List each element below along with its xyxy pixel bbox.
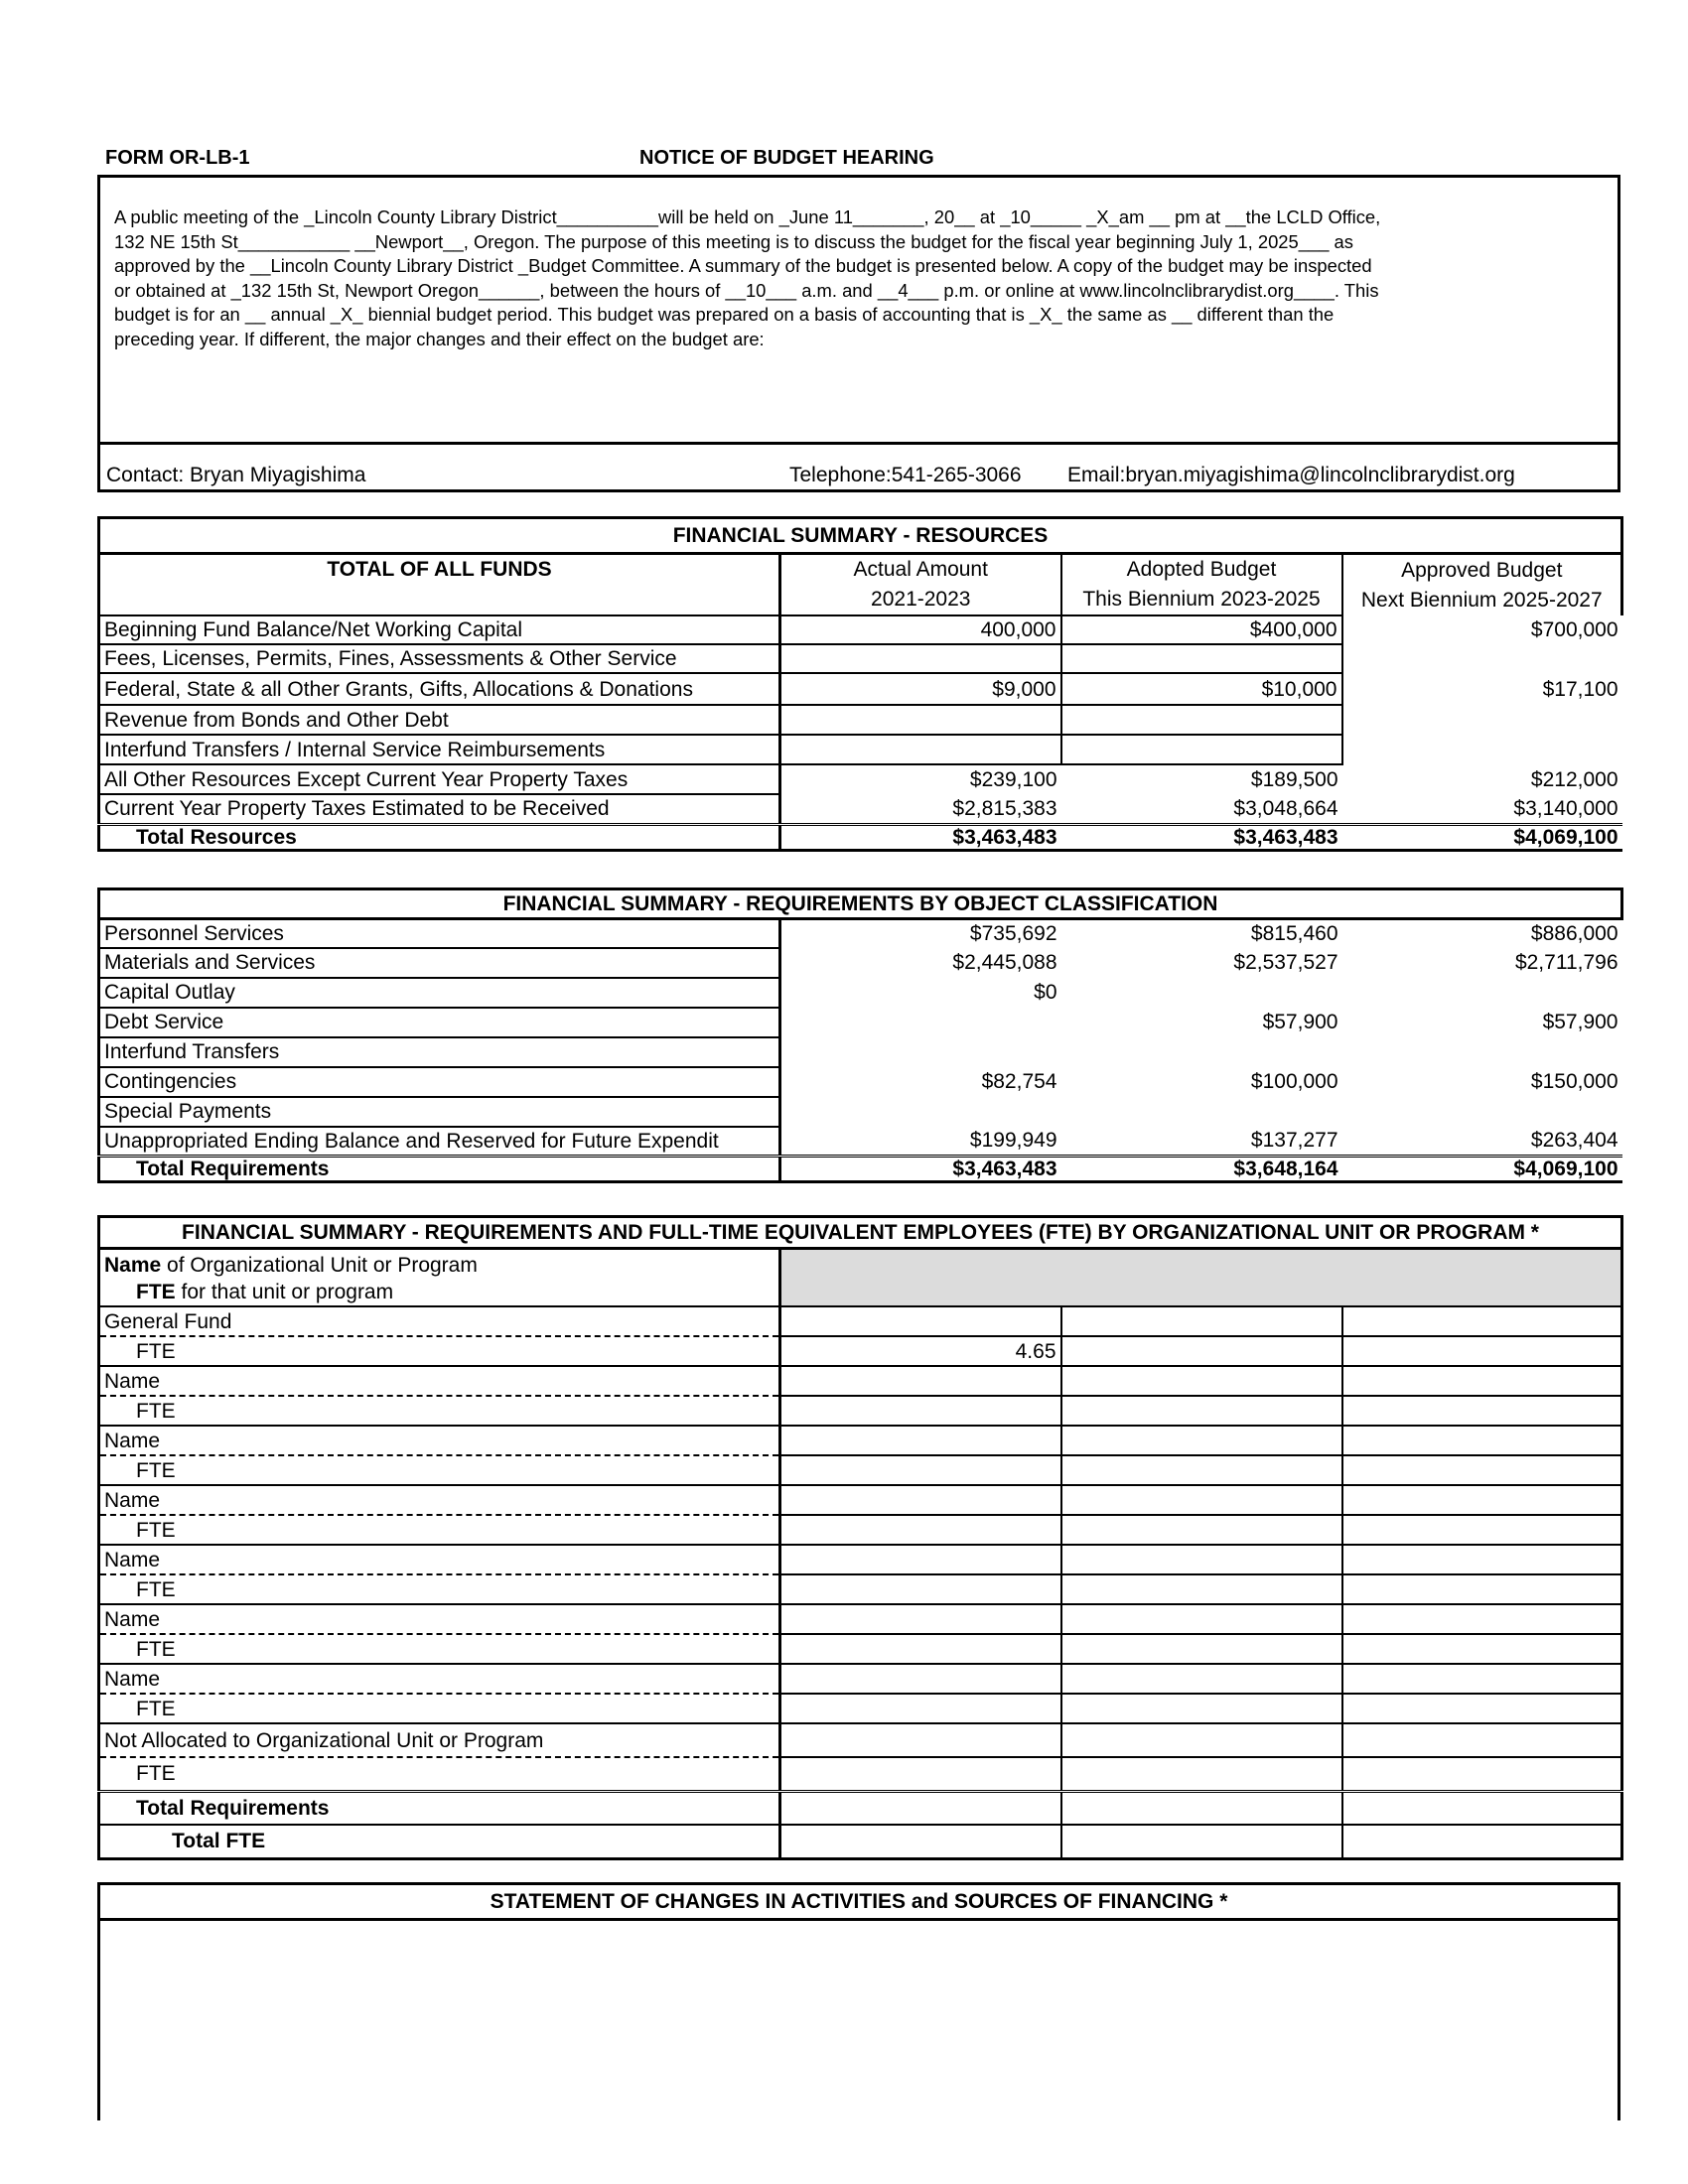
unit-header-line1: [104, 1252, 774, 1279]
table-row: [99, 615, 1622, 644]
notice-line: approved by the __Lincoln County Library District _Budget Committee. A summary of the budget is presented below. A copy of the budget may be inspected: [114, 255, 1372, 276]
table-row: [99, 794, 1622, 824]
unit-name-row: [99, 1306, 1622, 1336]
unit-fte-row: [99, 1694, 1622, 1723]
unit-name-row: [99, 1664, 1622, 1694]
fte-rest: for that unit or program: [175, 1281, 394, 1303]
unit-fte-value: [1342, 1694, 1622, 1723]
table-row: [99, 978, 1622, 1008]
row-adopted: $100,000: [1250, 1070, 1338, 1093]
unit-fte-label: FTE: [99, 1694, 780, 1723]
resources-col-label: TOTAL OF ALL FUNDS: [99, 554, 780, 616]
unit-value: [1342, 1485, 1622, 1515]
page-title: NOTICE OF BUDGET HEARING: [639, 147, 934, 169]
fte-total-row: [99, 1825, 1622, 1858]
row-label: Debt Service: [99, 1008, 780, 1037]
contact-name: Contact: Bryan Miyagishima: [106, 464, 366, 486]
statement-box: [97, 1882, 1620, 2120]
unit-value: [1061, 1604, 1342, 1634]
table-row: [99, 764, 1622, 794]
row-approved: $3,140,000: [1513, 796, 1618, 820]
table-row: [99, 644, 1622, 673]
unit-fte-value: [1061, 1694, 1342, 1723]
row-label: Contingencies: [99, 1067, 780, 1097]
unit-value: [780, 1426, 1061, 1455]
requirements-object-table: [97, 887, 1623, 1183]
row-approved: [1342, 1097, 1622, 1127]
row-label: Personnel Services: [99, 919, 780, 948]
unit-fte-value: [1061, 1515, 1342, 1545]
unit-fte-row: [99, 1634, 1622, 1664]
row-label: All Other Resources Except Current Year Property Taxes: [99, 764, 780, 794]
table-row: [99, 735, 1622, 764]
unit-name-row: [99, 1545, 1622, 1574]
col-adopted-line1: Adopted Budget: [1126, 558, 1277, 581]
unit-fte-value: [1342, 1757, 1622, 1791]
unit-fte-value: [1061, 1757, 1342, 1791]
col-actual-line1: Actual Amount: [853, 558, 988, 581]
unit-fte-actual: 4.65: [780, 1336, 1061, 1366]
row-actual: [780, 1097, 1061, 1127]
unit-value: [1342, 1306, 1622, 1336]
unit-value: [1061, 1485, 1342, 1515]
unit-value: [1342, 1366, 1622, 1396]
table-row: [99, 1127, 1622, 1157]
unit-fte-value: [1061, 1336, 1342, 1366]
row-approved: $57,900: [1542, 1011, 1618, 1033]
row-adopted: $57,900: [1262, 1011, 1338, 1033]
form-id: FORM OR-LB-1: [105, 147, 250, 169]
not-allocated-fte-label: FTE: [99, 1757, 780, 1791]
row-approved: [1342, 705, 1622, 735]
row-label: Beginning Fund Balance/Net Working Capital: [99, 615, 780, 644]
unit-header-line2: [104, 1279, 774, 1305]
row-label: Interfund Transfers: [99, 1037, 780, 1067]
unit-name: Name: [99, 1366, 780, 1396]
row-label: Materials and Services: [99, 948, 780, 978]
row-label: Interfund Transfers / Internal Service Reimbursements: [99, 735, 780, 764]
unit-fte-value: [1061, 1574, 1342, 1604]
row-approved: $212,000: [1530, 767, 1618, 791]
unit-name: Name: [99, 1426, 780, 1455]
row-adopted: $189,500: [1250, 768, 1338, 791]
unit-value: [780, 1306, 1061, 1336]
row-approved: $263,404: [1530, 1129, 1618, 1153]
col-actual-line2: 2021-2023: [871, 588, 971, 611]
unit-value: [1342, 1664, 1622, 1694]
row-approved: [1342, 1037, 1622, 1067]
unit-value: [1061, 1664, 1342, 1694]
row-actual: $2,815,383: [952, 796, 1057, 820]
total-actual: $3,463,483: [780, 1157, 1061, 1182]
row-label: Special Payments: [99, 1097, 780, 1127]
unit-name: Name: [99, 1545, 780, 1574]
requirements-fte-table: [97, 1215, 1623, 1860]
table-row: [99, 919, 1622, 948]
grey-header-band: [780, 1249, 1622, 1307]
total-label: Total Requirements: [99, 1157, 780, 1182]
total-approved: $4,069,100: [1342, 1157, 1622, 1182]
requirements-object-title: FINANCIAL SUMMARY - REQUIREMENTS BY OBJECT CLASSIFICATION: [99, 889, 1622, 919]
unit-fte-label: FTE: [99, 1396, 780, 1426]
row-actual: $735,692: [969, 922, 1057, 946]
resources-table: [97, 516, 1623, 852]
unit-fte-value: [1342, 1396, 1622, 1426]
unit-value: [1342, 1545, 1622, 1574]
not-allocated-fte-row: [99, 1757, 1622, 1791]
not-allocated-label: Not Allocated to Organizational Unit or Program: [99, 1723, 780, 1757]
col-approved-header: [1342, 554, 1622, 616]
contact-bar: [100, 442, 1618, 492]
unit-name-row: [99, 1426, 1622, 1455]
row-adopted: [1061, 644, 1342, 673]
unit-fte-value: [780, 1757, 1061, 1791]
unit-fte-value: [1061, 1455, 1342, 1485]
total-adopted: $3,648,164: [1061, 1157, 1342, 1182]
row-actual: [780, 735, 1061, 764]
total-value: [1061, 1791, 1342, 1825]
total-approved: $4,069,100: [1342, 824, 1622, 850]
row-adopted: [1061, 1097, 1342, 1127]
unit-value: [1342, 1604, 1622, 1634]
row-approved: $700,000: [1530, 618, 1618, 641]
total-value: [1342, 1825, 1622, 1858]
unit-name-row: [99, 1366, 1622, 1396]
row-actual: [780, 644, 1061, 673]
total-actual: $3,463,483: [780, 824, 1061, 850]
total-value: [780, 1825, 1061, 1858]
unit-fte-row: [99, 1396, 1622, 1426]
table-row: [99, 948, 1622, 978]
fte-total-label: Total FTE: [99, 1825, 780, 1858]
unit-value: [1061, 1545, 1342, 1574]
row-approved: [1342, 978, 1622, 1008]
notice-line: preceding year. If different, the major changes and their effect on the budget are:: [114, 328, 765, 349]
unit-value: [1342, 1723, 1622, 1757]
unit-value: [1342, 1426, 1622, 1455]
unit-name: Name: [99, 1664, 780, 1694]
row-label: Unappropriated Ending Balance and Reserved for Future Expendit: [99, 1127, 780, 1157]
unit-fte-label: FTE: [99, 1634, 780, 1664]
unit-value: [1061, 1366, 1342, 1396]
row-label: Fees, Licenses, Permits, Fines, Assessments & Other Service: [99, 644, 780, 673]
row-label: Revenue from Bonds and Other Debt: [99, 705, 780, 735]
unit-fte-label: FTE: [99, 1336, 780, 1366]
col-adopted-line2: This Biennium 2023-2025: [1082, 588, 1321, 611]
unit-name-row: [99, 1604, 1622, 1634]
row-adopted: [1061, 735, 1342, 764]
name-bold: Name: [104, 1254, 162, 1277]
requirements-fte-title: FINANCIAL SUMMARY - REQUIREMENTS AND FULL-TIME EQUIVALENT EMPLOYEES (FTE) BY ORGANIZATIONAL UNIT OR PROGRAM *: [99, 1217, 1622, 1249]
unit-fte-value: [1342, 1336, 1622, 1366]
not-allocated-row: [99, 1723, 1622, 1757]
unit-fte-row: [99, 1336, 1622, 1366]
row-label: Current Year Property Taxes Estimated to be Received: [99, 794, 780, 824]
table-row: [99, 1097, 1622, 1127]
statement-title: STATEMENT OF CHANGES IN ACTIVITIES and SOURCES OF FINANCING *: [100, 1885, 1618, 1921]
unit-name: General Fund: [99, 1306, 780, 1336]
unit-value: [780, 1485, 1061, 1515]
table-row: [99, 1037, 1622, 1067]
row-adopted: $2,537,527: [1233, 951, 1338, 974]
name-rest: of Organizational Unit or Program: [161, 1254, 478, 1277]
unit-fte-row: [99, 1455, 1622, 1485]
total-label: Total Resources: [99, 824, 780, 850]
row-approved: $17,100: [1542, 677, 1618, 701]
unit-fte-row: [99, 1515, 1622, 1545]
row-actual: $239,100: [969, 768, 1057, 791]
unit-name: Name: [99, 1604, 780, 1634]
unit-fte-actual: [780, 1396, 1061, 1426]
notice-text: [114, 205, 1604, 351]
total-adopted: $3,463,483: [1061, 824, 1342, 850]
unit-fte-label: FTE: [99, 1455, 780, 1485]
fte-total-requirements-row: [99, 1791, 1622, 1825]
row-label: Federal, State & all Other Grants, Gifts, Allocations & Donations: [99, 673, 780, 705]
notice-box: [97, 175, 1620, 492]
row-actual: [780, 1037, 1061, 1067]
row-actual: 400,000: [780, 615, 1061, 644]
total-value: [1342, 1791, 1622, 1825]
unit-fte-actual: [780, 1515, 1061, 1545]
row-actual: [780, 705, 1061, 735]
row-adopted: $137,277: [1250, 1129, 1338, 1153]
unit-value: [1061, 1723, 1342, 1757]
unit-fte-value: [1061, 1634, 1342, 1664]
unit-fte-value: [1342, 1515, 1622, 1545]
table-row: [99, 1067, 1622, 1097]
unit-fte-label: FTE: [99, 1574, 780, 1604]
row-actual: $0: [1034, 981, 1057, 1004]
col-adopted-header: [1061, 554, 1342, 616]
row-adopted: $10,000: [1061, 673, 1342, 705]
notice-line: 132 NE 15th St___________ __Newport__, Oregon. The purpose of this meeting is to discuss the budget for the fiscal year beginning July 1, 2025___ as: [114, 230, 1353, 252]
col-approved-line1: Approved Budget: [1401, 558, 1563, 582]
unit-fte-label: FTE: [99, 1515, 780, 1545]
row-actual: $199,949: [969, 1129, 1057, 1153]
unit-name: Name: [99, 1485, 780, 1515]
unit-name-row: [99, 1485, 1622, 1515]
row-adopted: [1061, 1037, 1342, 1067]
contact-email: Email:bryan.miyagishima@lincolnclibrarydist.org: [1067, 464, 1515, 486]
table-row: [99, 705, 1622, 735]
unit-value: [1061, 1306, 1342, 1336]
col-approved-line2: Next Biennium 2025-2027: [1360, 588, 1603, 612]
row-actual: $2,445,088: [952, 951, 1057, 974]
row-approved: $150,000: [1530, 1070, 1618, 1093]
table-row: [99, 673, 1622, 705]
unit-fte-value: [1061, 1396, 1342, 1426]
unit-fte-actual: [780, 1694, 1061, 1723]
row-approved: [1342, 735, 1622, 764]
resources-title: FINANCIAL SUMMARY - RESOURCES: [99, 518, 1622, 554]
row-actual: $82,754: [981, 1070, 1057, 1093]
unit-value: [780, 1366, 1061, 1396]
unit-value: [780, 1604, 1061, 1634]
unit-value: [780, 1545, 1061, 1574]
row-adopted: $3,048,664: [1233, 796, 1338, 820]
unit-value: [780, 1723, 1061, 1757]
unit-fte-actual: [780, 1455, 1061, 1485]
unit-fte-value: [1342, 1574, 1622, 1604]
unit-fte-actual: [780, 1574, 1061, 1604]
notice-line: A public meeting of the _Lincoln County Library District__________will be held on _June 11_______, 20__ at _10_____ _X_am __ pm at __the LCLD Office,: [114, 206, 1381, 227]
col-actual-header: [780, 554, 1061, 616]
unit-value: [780, 1664, 1061, 1694]
unit-fte-value: [1342, 1455, 1622, 1485]
row-adopted: [1061, 978, 1342, 1008]
unit-fte-row: [99, 1574, 1622, 1604]
notice-line: budget is for an __ annual _X_ biennial budget period. This budget was prepared on a basis of accounting that is _X_ the same as __ different than the: [114, 304, 1335, 325]
row-approved: $2,711,796: [1514, 951, 1618, 974]
row-actual: [780, 1008, 1061, 1037]
unit-fte-actual: [780, 1634, 1061, 1664]
row-approved: $886,000: [1530, 922, 1618, 946]
unit-header: [99, 1249, 780, 1307]
row-approved: [1342, 644, 1622, 673]
row-adopted: $815,460: [1250, 922, 1338, 946]
table-row: [99, 1008, 1622, 1037]
total-value: [1061, 1825, 1342, 1858]
unit-fte-value: [1342, 1634, 1622, 1664]
notice-line: or obtained at _132 15th St, Newport Oregon______, between the hours of __10___ a.m. and __4___ p.m. or online at www.lincolnclibrarydist.org____. This: [114, 279, 1379, 301]
row-adopted: $400,000: [1061, 615, 1342, 644]
row-label: Capital Outlay: [99, 978, 780, 1008]
total-resources-row: [99, 824, 1622, 850]
row-actual: $9,000: [780, 673, 1061, 705]
fte-bold: FTE: [136, 1281, 176, 1303]
contact-telephone: Telephone:541-265-3066: [789, 464, 1022, 486]
fte-total-requirements-label: Total Requirements: [99, 1791, 780, 1825]
total-requirements-row: [99, 1157, 1622, 1182]
total-value: [780, 1791, 1061, 1825]
row-adopted: [1061, 705, 1342, 735]
unit-value: [1061, 1426, 1342, 1455]
